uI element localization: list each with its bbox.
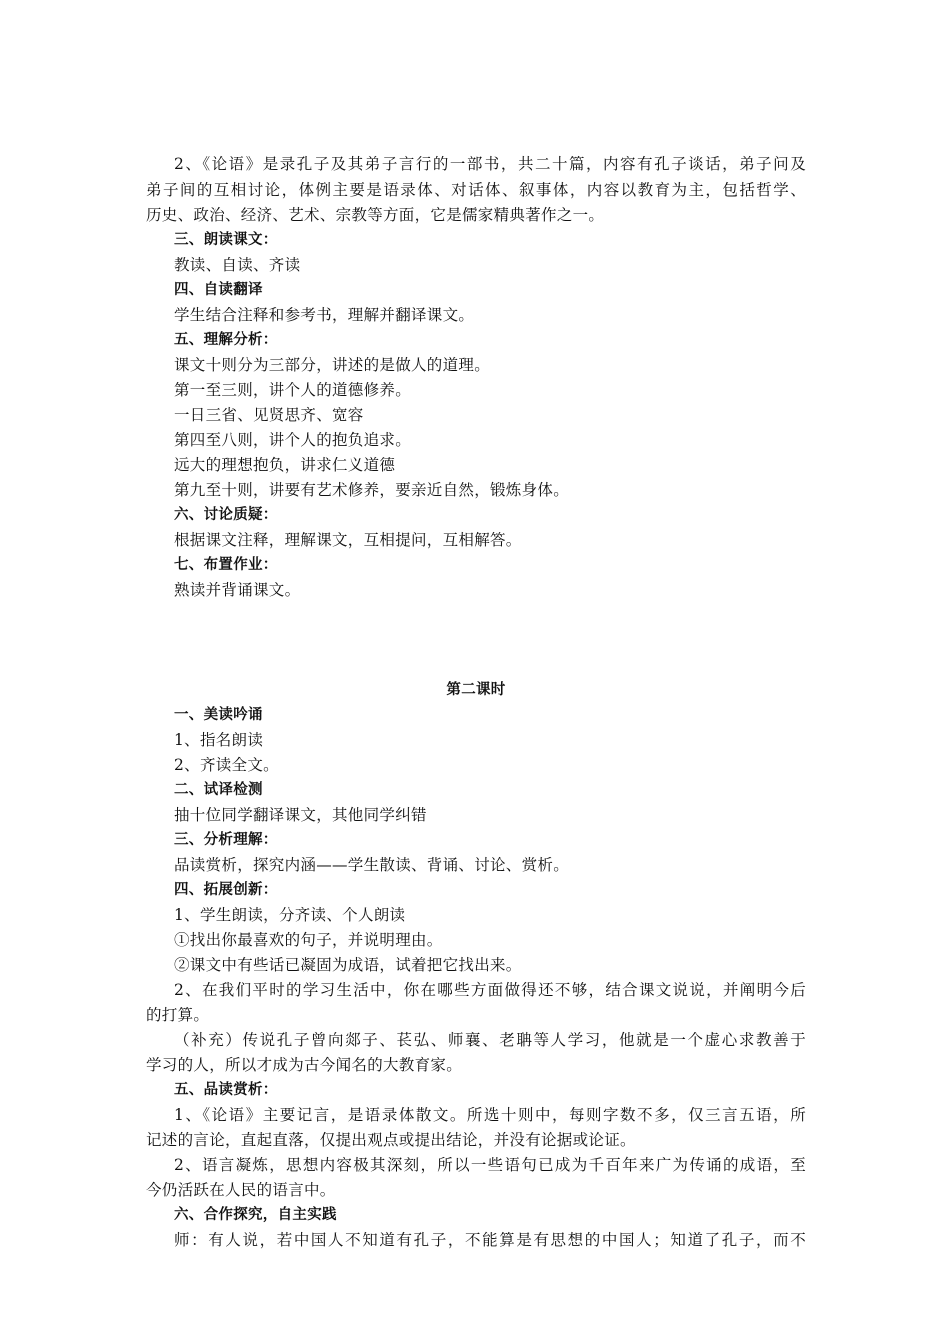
section-heading: 三、朗读课文： [174, 232, 278, 248]
paragraph-line: 的打算。 [146, 1006, 210, 1024]
text-line: 课文十则分为三部分，讲述的是做人的道理。 [174, 356, 491, 374]
text-line: 根据课文注释，理解课文，互相提问，互相解答。 [174, 531, 522, 549]
text-line: 品读赏析，探究内涵——学生散读、背诵、讨论、赏析。 [174, 856, 570, 874]
text-line: 一日三省、见贤思齐、宽容 [174, 406, 364, 424]
text-line: 第一至三则，讲个人的道德修养。 [174, 381, 412, 399]
section-heading: 二、试译检测 [174, 782, 263, 798]
text-line: 1、学生朗读，分齐读、个人朗读 [174, 906, 406, 924]
paragraph-line: 记述的言论，直起直落，仅提出观点或提出结论，并没有论据或论证。 [146, 1131, 636, 1149]
text-line: ②课文中有些话已凝固为成语，试着把它找出来。 [174, 956, 522, 974]
section-heading: 六、合作探究，自主实践 [174, 1207, 337, 1223]
paragraph-line: 2、在我们平时的学习生活中，你在哪些方面做得还不够，结合课文说说，并阐明今后 [174, 981, 806, 999]
text-line: 第四至八则，讲个人的抱负追求。 [174, 431, 412, 449]
section-heading: 五、品读赏析： [174, 1082, 278, 1098]
paragraph-line: 2、语言凝炼，思想内容极其深刻，所以一些语句已成为千百年来广为传诵的成语，至 [174, 1156, 806, 1174]
lesson-title: 第二课时 [446, 682, 506, 698]
section-heading: 三、分析理解： [174, 832, 278, 848]
text-line: 远大的理想抱负，讲求仁义道德 [174, 456, 396, 474]
paragraph-line: 1、《论语》主要记言，是语录体散文。所选十则中，每则字数不多，仅三言五语，所 [174, 1106, 806, 1124]
paragraph-line: 2、《论语》是录孔子及其弟子言行的一部书，共二十篇，内容有孔子谈话，弟子问及 [174, 155, 806, 173]
paragraph-line: 师：有人说，若中国人不知道有孔子，不能算是有思想的中国人；知道了孔子，而不 [174, 1231, 806, 1249]
text-line: 教读、自读、齐读 [174, 256, 301, 274]
text-line: ①找出你最喜欢的句子，并说明理由。 [174, 931, 443, 949]
text-line: 学生结合注释和参考书，理解并翻译课文。 [174, 306, 475, 324]
paragraph-line: 学习的人，所以才成为古今闻名的大教育家。 [146, 1056, 463, 1074]
paragraph-line: （补充）传说孔子曾向郯子、苌弘、师襄、老聃等人学习，他就是一个虚心求教善于 [174, 1031, 806, 1049]
section-heading: 四、自读翻译 [174, 282, 263, 298]
section-heading: 四、拓展创新： [174, 882, 278, 898]
text-line: 1、指名朗读 [174, 731, 264, 749]
paragraph-line: 历史、政治、经济、艺术、宗教等方面，它是儒家精典著作之一。 [146, 206, 605, 224]
text-line: 熟读并背诵课文。 [174, 581, 301, 599]
section-heading: 一、美读吟诵 [174, 707, 263, 723]
paragraph-line: 弟子间的互相讨论，体例主要是语录体、对话体、叙事体，内容以教育为主，包括哲学、 [146, 181, 806, 199]
text-line: 第九至十则，讲要有艺术修养，要亲近自然，锻炼身体。 [174, 481, 570, 499]
text-line: 抽十位同学翻译课文，其他同学纠错 [174, 806, 427, 824]
section-heading: 五、理解分析： [174, 332, 278, 348]
section-heading: 七、布置作业： [174, 557, 278, 573]
paragraph-line: 今仍活跃在人民的语言中。 [146, 1181, 336, 1199]
section-heading: 六、讨论质疑： [174, 507, 278, 523]
text-line: 2、齐读全文。 [174, 756, 279, 774]
